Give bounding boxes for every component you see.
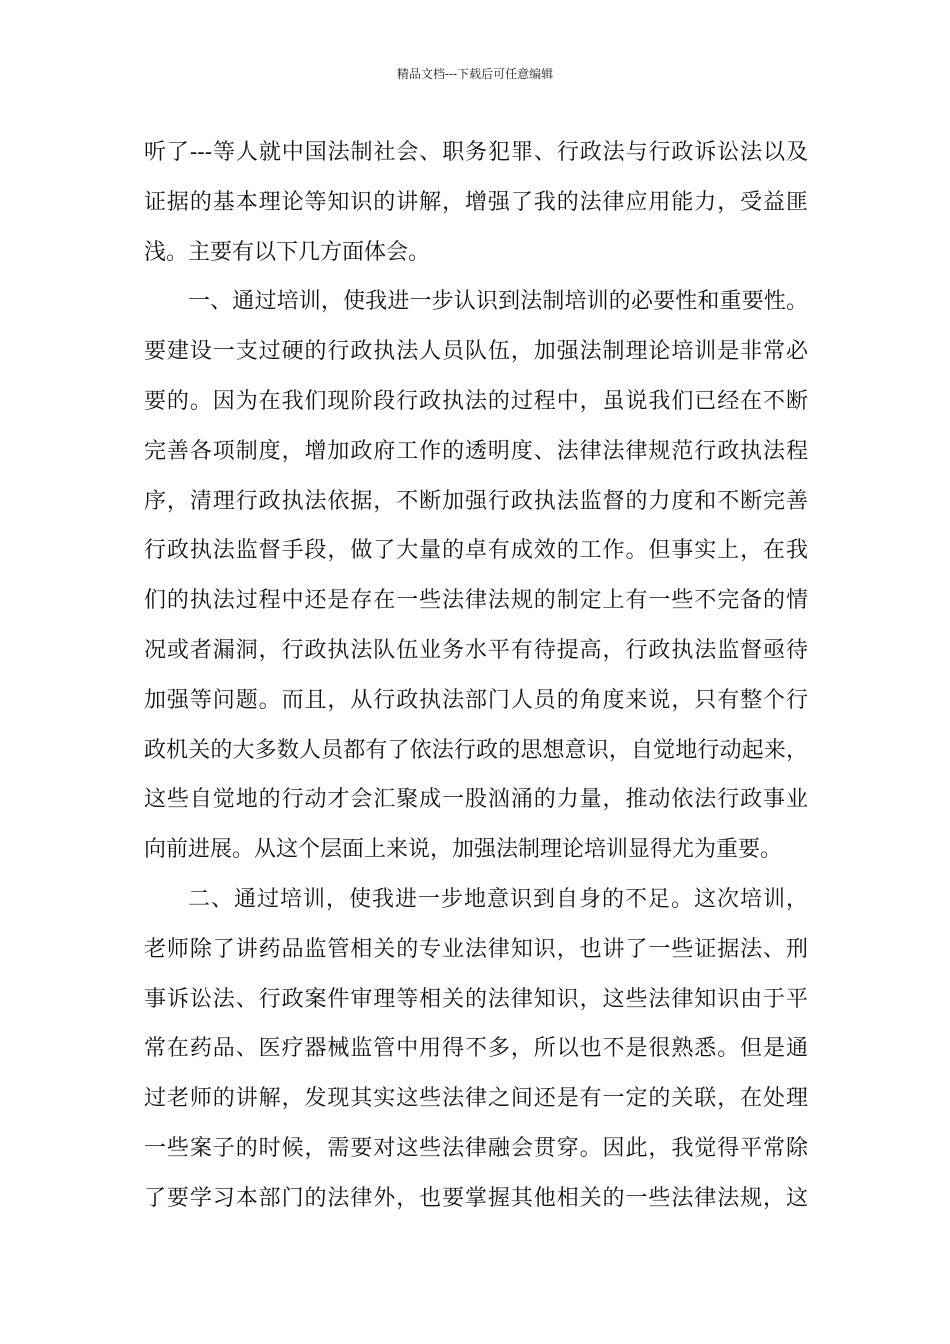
text-line: 要建设一支过硬的行政执法人员队伍，加强法制理论培训是非常必 <box>144 339 808 365</box>
paragraph-start-line: 一、通过培训，使我进一步认识到法制培训的必要性和重要性。 <box>188 289 808 315</box>
body-text <box>144 128 808 1224</box>
text-line: 况或者漏洞，行政执法队伍业务水平有待提高，行政执法监督亟待 <box>144 637 808 663</box>
page-header: 精品文档---下载后可任意编辑 <box>396 67 554 81</box>
text-line: 常在药品、医疗器械监管中用得不多，所以也不是很熟悉。但是通 <box>144 1036 808 1062</box>
text-line: 这些自觉地的行动才会汇聚成一股汹涌的力量，推动依法行政事业 <box>144 787 808 813</box>
text-line: 一些案子的时候，需要对这些法律融会贯穿。因此，我觉得平常除 <box>144 1135 808 1161</box>
text-line: 行政执法监督手段，做了大量的卓有成效的工作。但事实上，在我 <box>144 538 808 564</box>
text-line: 过老师的讲解，发现其实这些法律之间还是有一定的关联，在处理 <box>144 1086 808 1112</box>
text-line: 要的。因为在我们现阶段行政执法的过程中，虽说我们已经在不断 <box>144 388 808 414</box>
text-line: 老师除了讲药品监管相关的专业法律知识，也讲了一些证据法、刑 <box>144 936 808 962</box>
text-line: 完善各项制度，增加政府工作的透明度、法律法律规范行政执法程 <box>144 438 808 464</box>
text-line: 加强等问题。而且，从行政执法部门人员的角度来说，只有整个行 <box>144 687 808 713</box>
text-line: 向前进展。从这个层面上来说，加强法制理论培训显得尤为重要。 <box>144 837 783 863</box>
text-line: 们的执法过程中还是存在一些法律法规的制定上有一些不完备的情 <box>144 588 808 614</box>
text-line: 了要学习本部门的法律外，也要掌握其他相关的一些法律法规，这 <box>144 1185 808 1211</box>
text-line: 政机关的大多数人员都有了依法行政的思想意识，自觉地行动起来， <box>144 737 808 763</box>
text-line: 事诉讼法、行政案件审理等相关的法律知识，这些法律知识由于平 <box>144 986 808 1012</box>
text-line: 浅。主要有以下几方面体会。 <box>144 239 431 265</box>
text-line: 证据的基本理论等知识的讲解，增强了我的法律应用能力，受益匪 <box>144 189 808 215</box>
paragraph-start-line: 二、通过培训，使我进一步地意识到自身的不足。这次培训， <box>188 886 808 912</box>
text-line: 序，清理行政执法依据，不断加强行政执法监督的力度和不断完善 <box>144 488 808 514</box>
text-line: 听了---等人就中国法制社会、职务犯罪、行政法与行政诉讼法以及 <box>144 140 808 165</box>
